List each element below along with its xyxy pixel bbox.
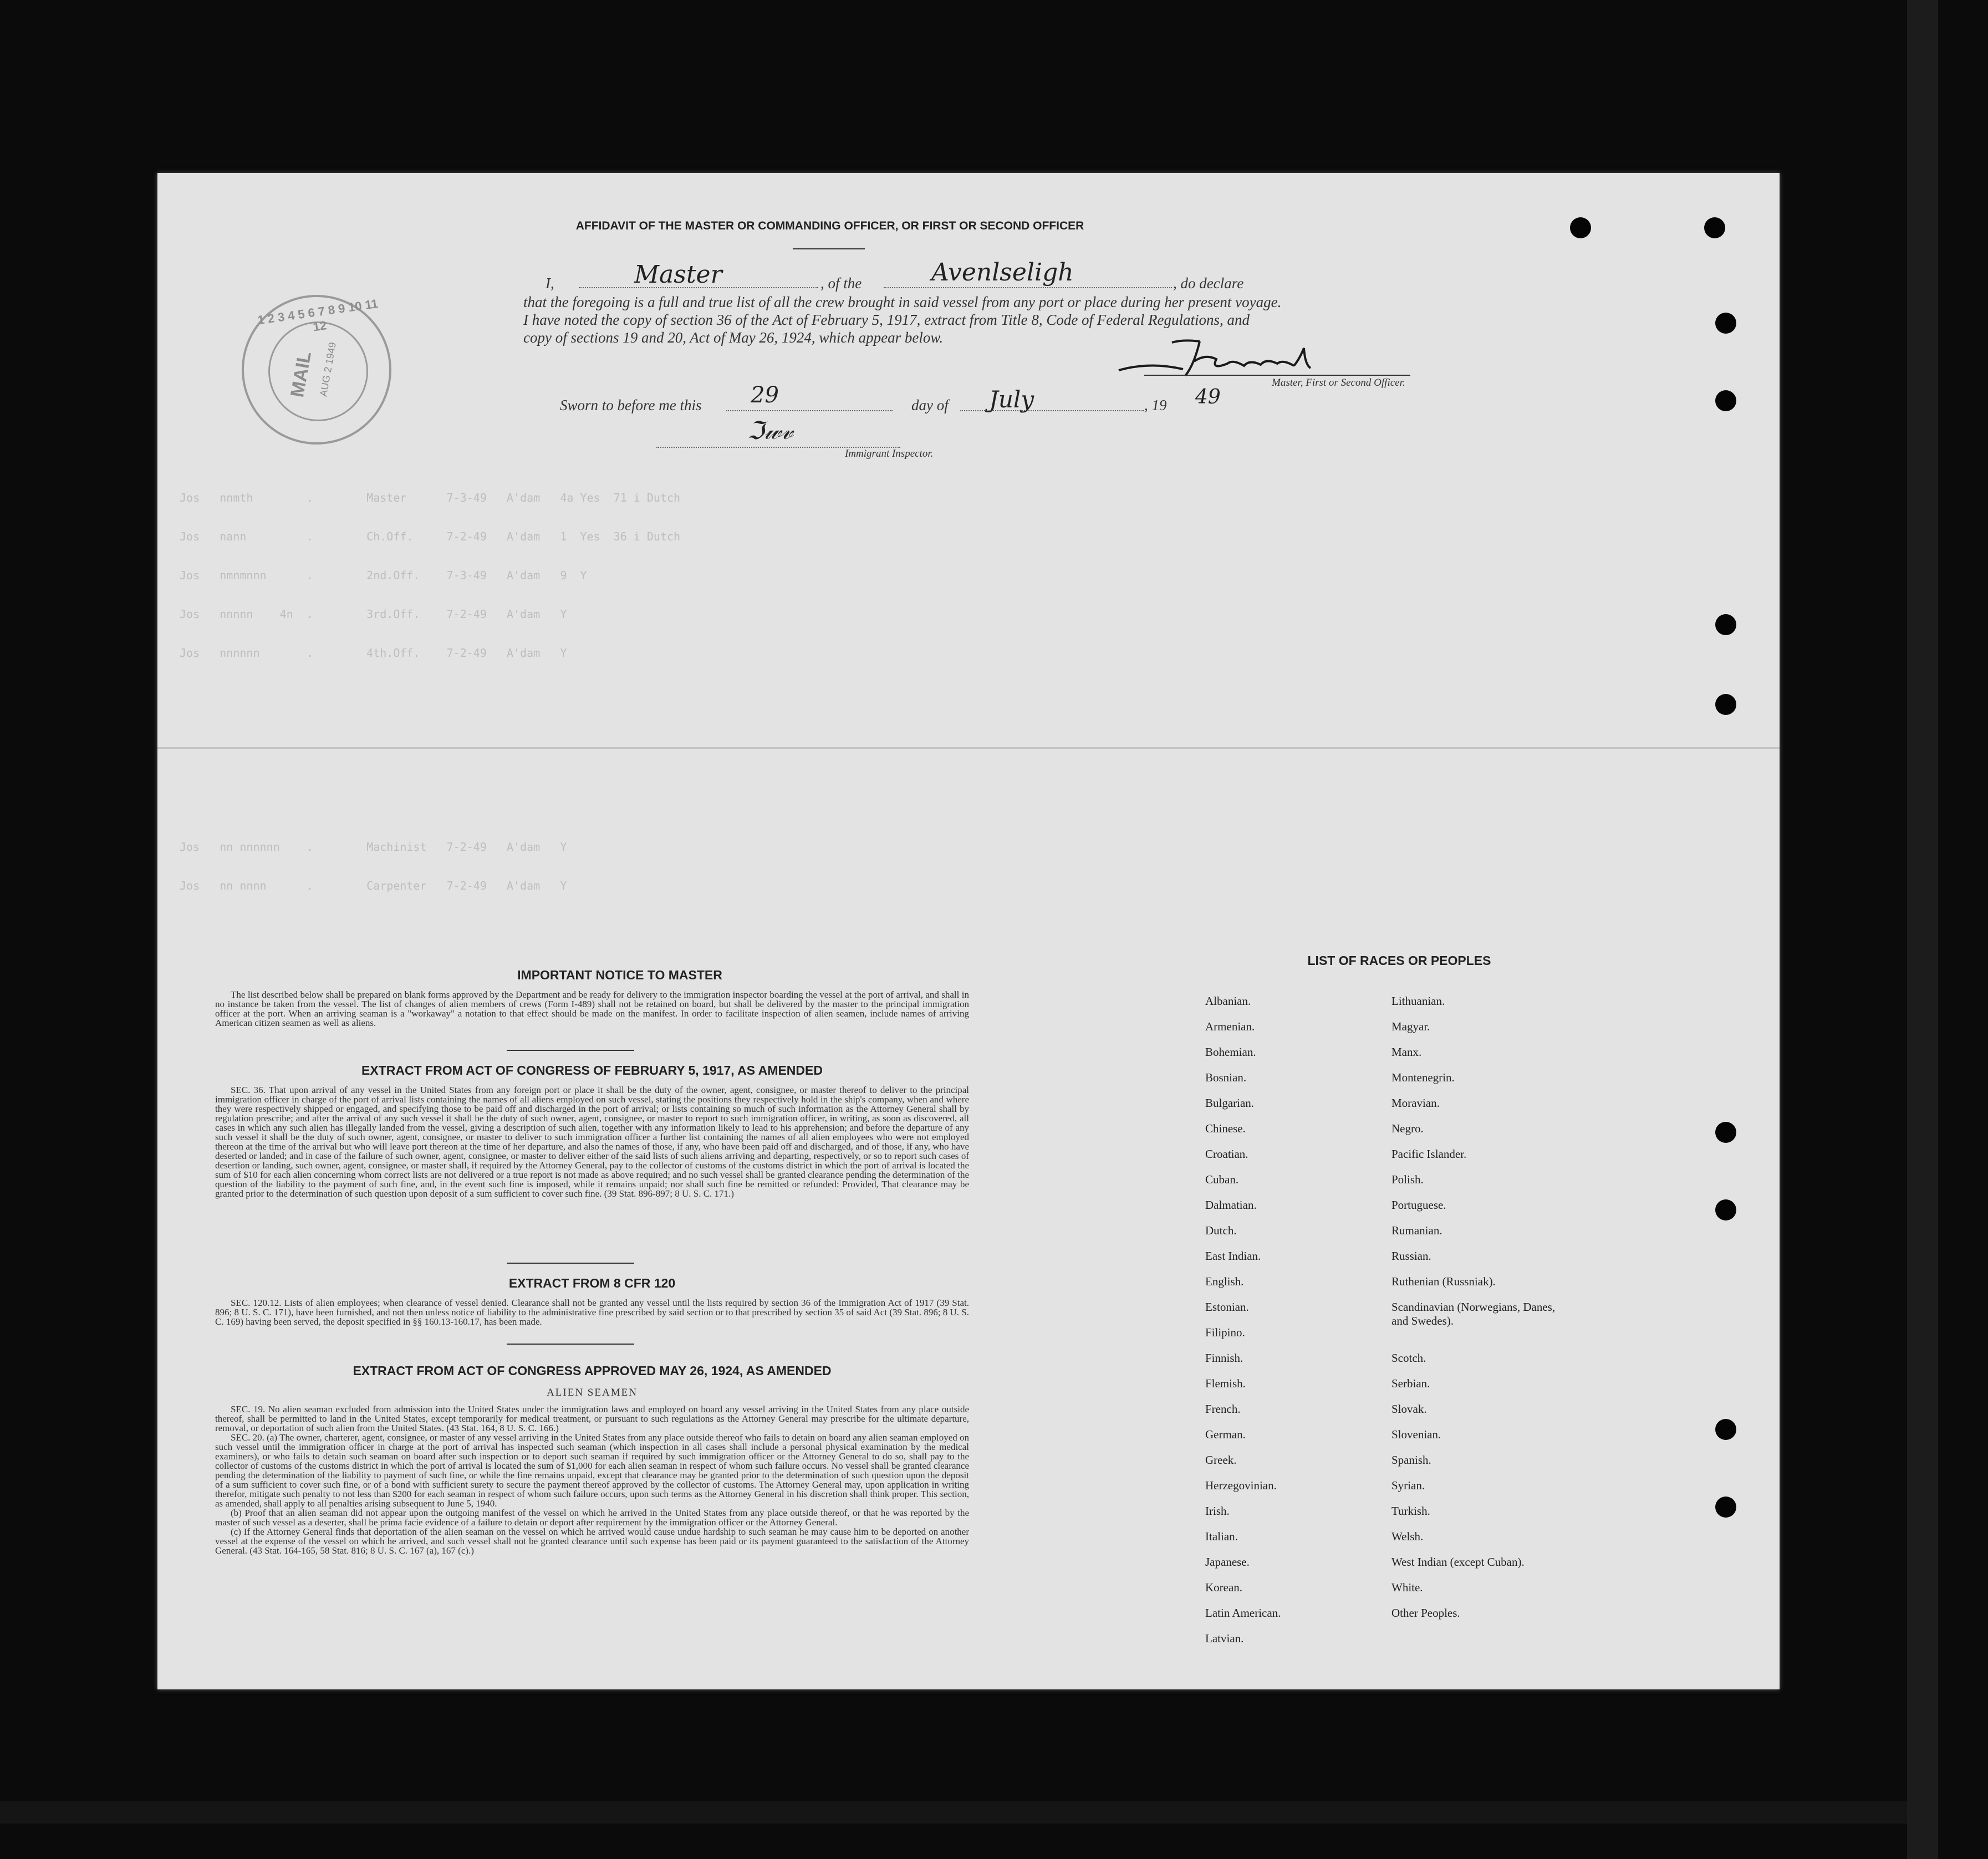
i-label: I, — [546, 275, 554, 292]
race-item: Scandinavian (Norwegians, Danes, and Swedes). — [1391, 1300, 1556, 1327]
stamp-word: MAIL — [287, 350, 315, 399]
sec120-paragraph: SEC. 120.12. Lists of alien employees; when clearance of vessel denied. Clearance shall not be granted any vessel until the lists required by section 36 of the Immigration Act of 1917 (39 Stat. 896; 8 U. S. C. 171), have been furnished, and not then unless notice of liability to the administrative fine prescribed by said section or to that prescribed by section 35 of said Act (39 Stat. 896; 8 U. S. C. 169) having been served, the deposit specified in §§ 160.13-160.17, has been made. — [215, 1298, 969, 1327]
sec20a-paragraph: SEC. 20. (a) The owner, charterer, agent, consignee, or master of any vessel arriving in the United States from any place outside thereof who fails to detain on board any alien seaman employed on such vessel until the immigration officer in charge at the port of arrival has inspected such seaman (which inspection in all cases shall include a personal physical examination by the medical examiners), or who fails to detain such seaman on board after such inspection or to deport such seaman if required by such immigration officer or the Attorney General to do so, shall pay to the collector of customs of the customs district in which the port of arrival is located the sum of $1,000 for each alien seaman in respect of whom such failure occurs. No vessel shall be granted clearance pending the determination of the liability to payment of such fine, or while the fine remains unpaid, except that clearance may be granted prior to the determination of such question upon the deposit of a sum sufficient to cover such fine, or of a bond with sufficient surety to secure the payment thereof approved by the collector of customs. The Attorney General may, upon application in writing therefor, mitigate such penalty to not less than $200 for each seaman in respect of whom such failure occurs, upon such terms as the Attorney General in his discretion shall think proper. This section, as amended, shall apply to all penalties arising subsequent to June 5, 1940. — [215, 1432, 969, 1509]
bleed-through-text: Jos nnnnn 4n . 3rd.Off. 7-2-49 A'dam Y — [180, 607, 567, 621]
title-rule — [793, 248, 865, 249]
month-handwritten: July — [989, 386, 1034, 413]
bleed-through-text: Jos nnmth . Master 7-3-49 A'dam 4a Yes 71 i Dutch — [180, 491, 681, 504]
notice-paragraph: The list described below shall be prepared on blank forms approved by the Department and be ready for delivery to the immigration inspector boarding the vessel at the port of arrival, and shall in no instance be taken from the vessel. The list of changes of alien members of crews (Form I-489) shall not be retained on board, but shall be delivered by the master to the principal immigration officer at the port. When an arriving seaman is a "workaway" a notation to that effect should be made on the manifest. In order to facilitate inspection of alien seamen, include names of arriving American citizen seamen as well as aliens. — [215, 989, 969, 1028]
punch-hole — [1715, 313, 1736, 334]
punch-hole — [1704, 217, 1725, 238]
punch-hole — [1715, 1497, 1736, 1518]
race-item: Portuguese. — [1391, 1198, 1446, 1212]
race-item: English. — [1205, 1275, 1244, 1288]
race-item: Montenegrin. — [1391, 1071, 1455, 1084]
race-item: Herzegovinian. — [1205, 1479, 1277, 1492]
notice-text — [215, 990, 969, 1028]
race-item: Greek. — [1205, 1453, 1237, 1467]
affidavit-title: AFFIDAVIT OF THE MASTER OR COMMANDING OFFICER, OR FIRST OR SECOND OFFICER — [575, 219, 1084, 232]
race-item: Armenian. — [1205, 1020, 1255, 1033]
vessel-line — [884, 287, 1172, 288]
day-number-handwritten: 29 — [751, 382, 779, 408]
day-line — [726, 410, 893, 411]
race-item: Latin American. — [1205, 1606, 1281, 1620]
sec19-paragraph: SEC. 19. No alien seaman excluded from admission into the United States under the immigration laws and employed on board any vessel arriving in the United States from any place outside thereof, shall be permitted to land in the United States, except temporarily for medical treatment, or pursuant to such regulations as the Attorney General may prescribe for the ultimate departure, removal, or deportation of such alien from the United States. (43 Stat. 164, 8 U. S. C. 166.) — [215, 1404, 969, 1433]
race-item: French. — [1205, 1402, 1241, 1416]
sec20c-paragraph: (c) If the Attorney General finds that deportation of the alien seaman on the vessel on which he arrived would cause undue hardship to such seaman he may cause him to be deported on another vessel at the expense of the vessel on which he arrived, and such vessel shall not be granted clearance until such expense has been paid or its payment guaranteed to the satisfaction of the Attorney General. (43 Stat. 164-165, 58 Stat. 816; 8 U. S. C. 167 (a), 167 (c).) — [215, 1526, 969, 1556]
race-item: Filipino. — [1205, 1326, 1245, 1339]
race-item: Cuban. — [1205, 1173, 1239, 1186]
race-item: Slovak. — [1391, 1402, 1427, 1416]
punch-hole — [1715, 1419, 1736, 1440]
punch-hole — [1715, 1122, 1736, 1143]
race-item: Manx. — [1391, 1045, 1422, 1059]
section-rule — [507, 1050, 634, 1051]
extract-1924-title: EXTRACT FROM ACT OF CONGRESS APPROVED MAY 26, 1924, AS AMENDED — [353, 1363, 832, 1378]
month-line — [960, 410, 1144, 411]
extract-8cfr-text — [215, 1298, 969, 1326]
race-item: Slovenian. — [1391, 1428, 1441, 1441]
race-item: Ruthenian (Russniak). — [1391, 1275, 1496, 1288]
race-item: Flemish. — [1205, 1377, 1246, 1390]
race-item: Serbian. — [1391, 1377, 1430, 1390]
bleed-through-text: Jos nn nnnnnn . Machinist 7-2-49 A'dam Y — [180, 840, 567, 854]
master-name-handwritten: Master — [634, 261, 722, 289]
race-item: East Indian. — [1205, 1249, 1261, 1263]
stamp-digits: 1 2 3 4 5 6 7 8 9 10 11 12 — [256, 297, 379, 334]
race-item: Croatian. — [1205, 1147, 1248, 1161]
race-item: Pacific Islander. — [1391, 1147, 1467, 1161]
extract-8cfr-title: EXTRACT FROM 8 CFR 120 — [508, 1276, 676, 1290]
declaration-line-4: copy of sections 19 and 20, Act of May 26, 1924, which appear below. — [523, 329, 944, 346]
sec36-paragraph: SEC. 36. That upon arrival of any vessel in the United States from any foreign port or place it shall be the duty of the owner, agent, consignee, or master thereof to deliver to the principal immigration officer in charge of the port of arrival lists containing the names of all aliens employed on such vessel, stating the positions they respectively hold in the ship's company, when and where they were respectively shipped or engaged, and specifying those to be paid off and discharged in the port of arrival; or lists containing so much of such information as the Attorney General shall by regulation prescribe; and after the arrival of any such vessel it shall be the duty of such owner, agent, consignee, or master to report to such immigration officer, in writing, as soon as discovered, all cases in which any such alien has illegally landed from the vessel, giving a description of such alien, together with any information likely to lead to his apprehension; and before the departure of any such vessel it shall be the duty of such owner, agent, consignee, or master to deliver to such immigration officer a further list containing the names of all alien employees who were not employed thereon at the time of the arrival but who will leave port thereon at the time of her departure, and also the names of those, if any, who have been paid off and discharged, and of those, if any, who have deserted or landed; and in case of the failure of such owner, agent, consignee, or master to deliver either of the said lists of such aliens arriving and departing, respectively, or so to report such cases of desertion or landing, such owner, agent, consignee, or master shall, if required by the Attorney General, pay to the collector of customs of the customs district in which the port of arrival is located the sum of $10 for each alien concerning whom correct lists are not delivered or a true report is not made as above required; and no such vessel shall be granted clearance pending the determination of the question of the liability to the payment of such fine, and, in the event such fine is imposed, while it remains unpaid; nor shall such fine be remitted or refunded: Provided, That clearance may be granted prior to the determination of such question upon deposit of a sum sufficient to cover such fine. (39 Stat. 896-897; 8 U. S. C. 171.) — [215, 1085, 969, 1199]
extract-1924-text — [215, 1405, 969, 1555]
race-item: Other Peoples. — [1391, 1606, 1460, 1620]
bleed-through-text: Jos nmnmnnn . 2nd.Off. 7-3-49 A'dam 9 Y — [180, 569, 587, 582]
declaration-line-3: I have noted the copy of section 36 of the Act of February 5, 1917, extract from Title 8, Code of Federal Regulations, and — [523, 311, 1250, 328]
race-item: Japanese. — [1205, 1555, 1250, 1569]
extract-1917-text — [215, 1085, 969, 1198]
race-item: Negro. — [1391, 1122, 1424, 1135]
race-item: West Indian (except Cuban). — [1391, 1555, 1525, 1569]
of-the-label: , of the — [820, 275, 862, 292]
signature-rule — [1144, 375, 1410, 376]
punch-hole — [1570, 217, 1591, 238]
day-of-label: day of — [911, 397, 949, 413]
document-page — [157, 173, 1780, 1689]
fold-line — [157, 747, 1780, 749]
year-handwritten: 49 — [1195, 386, 1221, 408]
extract-1917-title: EXTRACT FROM ACT OF CONGRESS OF FEBRUARY 5, 1917, AS AMENDED — [361, 1063, 823, 1077]
signer-caption: Master, First or Second Officer. — [1272, 377, 1405, 389]
film-edge-right — [1907, 0, 1938, 1859]
vessel-name-handwritten: Avenlseligh — [931, 258, 1074, 287]
sec20b-paragraph: (b) Proof that an alien seaman did not appear upon the outgoing manifest of the vessel on which he arrived in the United States from any place outside thereof, or that he was reported by the master of such vessel as a deserter, shall be prima facie evidence of a failure to detain or deport after requirement by the immigration officer or the Attorney General. — [215, 1508, 969, 1528]
bleed-through-text: Jos nnnnnn . 4th.Off. 7-2-49 A'dam Y — [180, 646, 567, 660]
extract-1924-subtitle: ALIEN SEAMEN — [547, 1387, 638, 1398]
race-item: White. — [1391, 1581, 1423, 1594]
race-item: Rumanian. — [1391, 1224, 1442, 1237]
bleed-through-text: Jos nann . Ch.Off. 7-2-49 A'dam 1 Yes 36 i Dutch — [180, 530, 681, 543]
race-item: Bulgarian. — [1205, 1096, 1255, 1110]
inspector-caption: Immigrant Inspector. — [845, 448, 934, 459]
race-item: Welsh. — [1391, 1530, 1424, 1543]
race-item: Bohemian. — [1205, 1045, 1256, 1059]
punch-hole — [1715, 1199, 1736, 1220]
race-item: Magyar. — [1391, 1020, 1430, 1033]
race-item: Scotch. — [1391, 1351, 1426, 1365]
race-item: Dalmatian. — [1205, 1198, 1257, 1212]
stamp-date: AUG 2 1949 — [318, 341, 338, 397]
bleed-through-text: Jos nn nnnn . Carpenter 7-2-49 A'dam Y — [180, 879, 567, 892]
inspector-signature: ℑ𝓌𝓋 — [747, 417, 793, 445]
race-item: Albanian. — [1205, 994, 1251, 1008]
race-item: Moravian. — [1391, 1096, 1440, 1110]
sworn-label: Sworn to before me this — [560, 397, 702, 413]
race-item: Italian. — [1205, 1530, 1238, 1543]
film-edge-bottom — [0, 1801, 1907, 1824]
race-item: Finnish. — [1205, 1351, 1243, 1365]
notice-title: IMPORTANT NOTICE TO MASTER — [517, 968, 722, 982]
punch-hole — [1715, 390, 1736, 411]
race-item: Spanish. — [1391, 1453, 1431, 1467]
punch-hole — [1715, 614, 1736, 635]
race-item: Syrian. — [1391, 1479, 1425, 1492]
postal-stamp — [242, 295, 391, 445]
punch-hole — [1715, 694, 1736, 715]
race-item: Turkish. — [1391, 1504, 1430, 1518]
year-prefix: , 19 — [1144, 397, 1167, 413]
race-item: Estonian. — [1205, 1300, 1249, 1314]
race-item: Polish. — [1391, 1173, 1424, 1186]
section-rule — [507, 1344, 634, 1345]
race-item: Chinese. — [1205, 1122, 1246, 1135]
do-declare-label: , do declare — [1173, 275, 1244, 292]
race-item: Latvian. — [1205, 1632, 1244, 1645]
race-item: Irish. — [1205, 1504, 1230, 1518]
races-title: LIST OF RACES OR PEOPLES — [1307, 953, 1491, 968]
race-item: Russian. — [1391, 1249, 1431, 1263]
declaration-line-2: that the foregoing is a full and true list of all the crew brought in said vessel from any port or place during her present voyage. — [523, 294, 1282, 310]
race-item: Korean. — [1205, 1581, 1243, 1594]
race-item: German. — [1205, 1428, 1246, 1441]
race-item: Bosnian. — [1205, 1071, 1247, 1084]
section-rule — [507, 1263, 634, 1264]
race-item: Dutch. — [1205, 1224, 1237, 1237]
race-item: Lithuanian. — [1391, 994, 1445, 1008]
